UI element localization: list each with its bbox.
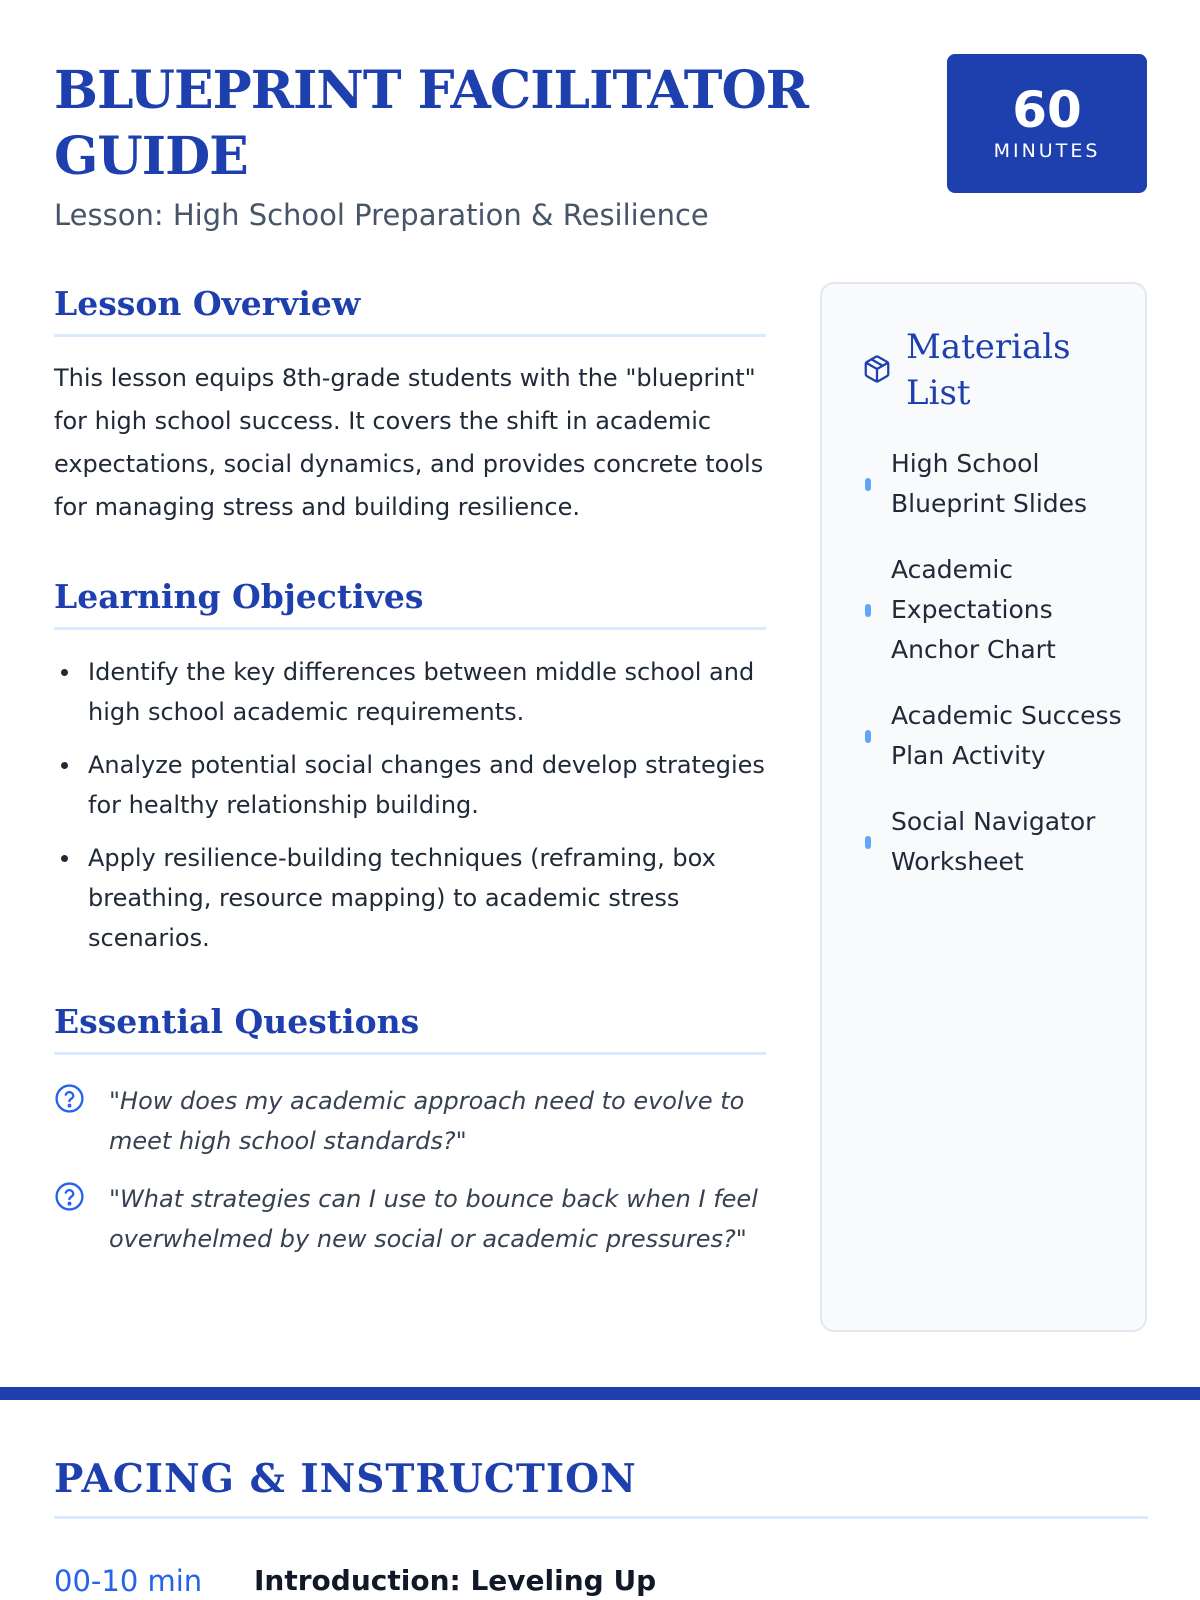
material-item — [862, 444, 1132, 524]
question-circle-icon — [54, 1083, 85, 1114]
material-text: Academic Expectations Anchor Chart — [891, 555, 1056, 664]
objectives-list — [54, 652, 766, 958]
bullet-icon — [865, 730, 871, 743]
question-circle-icon — [54, 1181, 85, 1212]
material-item — [862, 696, 1132, 776]
material-item — [862, 802, 1132, 882]
bullet-icon — [61, 669, 68, 676]
materials-header — [862, 324, 1122, 416]
essential-questions-heading: Essential Questions — [54, 1000, 766, 1055]
material-text: Academic Success Plan Activity — [891, 701, 1122, 770]
bullet-icon — [61, 855, 68, 862]
materials-heading: Materials List — [906, 327, 1071, 413]
overview-text: This lesson equips 8th-grade students with the "blueprint" for high school success. It covers the shift in academic expectations, social dynamics, and provides concrete tools for managing stress and building resilience. — [54, 364, 764, 521]
essential-question — [54, 1081, 766, 1161]
objectives-heading: Learning Objectives — [54, 575, 766, 630]
box-icon — [862, 354, 892, 384]
material-text: High School Blueprint Slides — [891, 449, 1088, 518]
title-line-1: BLUEPRINT FACILITATOR — [54, 60, 808, 121]
bullet-icon — [865, 478, 871, 491]
materials-list — [862, 444, 1132, 908]
main-column — [54, 282, 766, 1277]
pacing-row — [54, 1564, 1148, 1600]
duration-value: 60 — [1012, 81, 1082, 139]
section-divider — [0, 1387, 1200, 1400]
lesson-subtitle: Lesson: High School Preparation & Resilience — [54, 198, 709, 232]
pacing-title: Introduction: Leveling Up — [254, 1564, 657, 1597]
document-header — [54, 58, 814, 232]
page-title — [54, 58, 814, 190]
duration-unit: MINUTES — [993, 140, 1101, 162]
objective-text: Analyze potential social changes and develop strategies for healthy relationship building. — [88, 751, 765, 819]
overview-heading: Lesson Overview — [54, 282, 766, 337]
title-line-2: GUIDE — [54, 126, 248, 187]
objective-text: Identify the key differences between middle school and high school academic requirements. — [88, 658, 755, 726]
question-text: "What strategies can I use to bounce back when I feel overwhelmed by new social or academic pressures?" — [109, 1185, 758, 1253]
objective-item — [54, 745, 766, 825]
objective-item — [54, 652, 766, 732]
materials-panel — [820, 282, 1147, 1332]
pacing-time: 00-10 min — [54, 1564, 203, 1598]
material-text: Social Navigator Worksheet — [891, 807, 1096, 876]
essential-questions-list — [54, 1081, 766, 1259]
essential-question — [54, 1179, 766, 1259]
pacing-heading: PACING & INSTRUCTION — [54, 1456, 1148, 1519]
bullet-icon — [865, 836, 871, 849]
question-text: "How does my academic approach need to evolve to meet high school standards?" — [109, 1087, 745, 1155]
duration-badge — [947, 54, 1147, 193]
objective-text: Apply resilience-building techniques (reframing, box breathing, resource mapping) to academic stress scenarios. — [88, 844, 716, 952]
objective-item — [54, 838, 766, 958]
material-item — [862, 550, 1132, 670]
bullet-icon — [61, 762, 68, 769]
bullet-icon — [865, 604, 871, 617]
